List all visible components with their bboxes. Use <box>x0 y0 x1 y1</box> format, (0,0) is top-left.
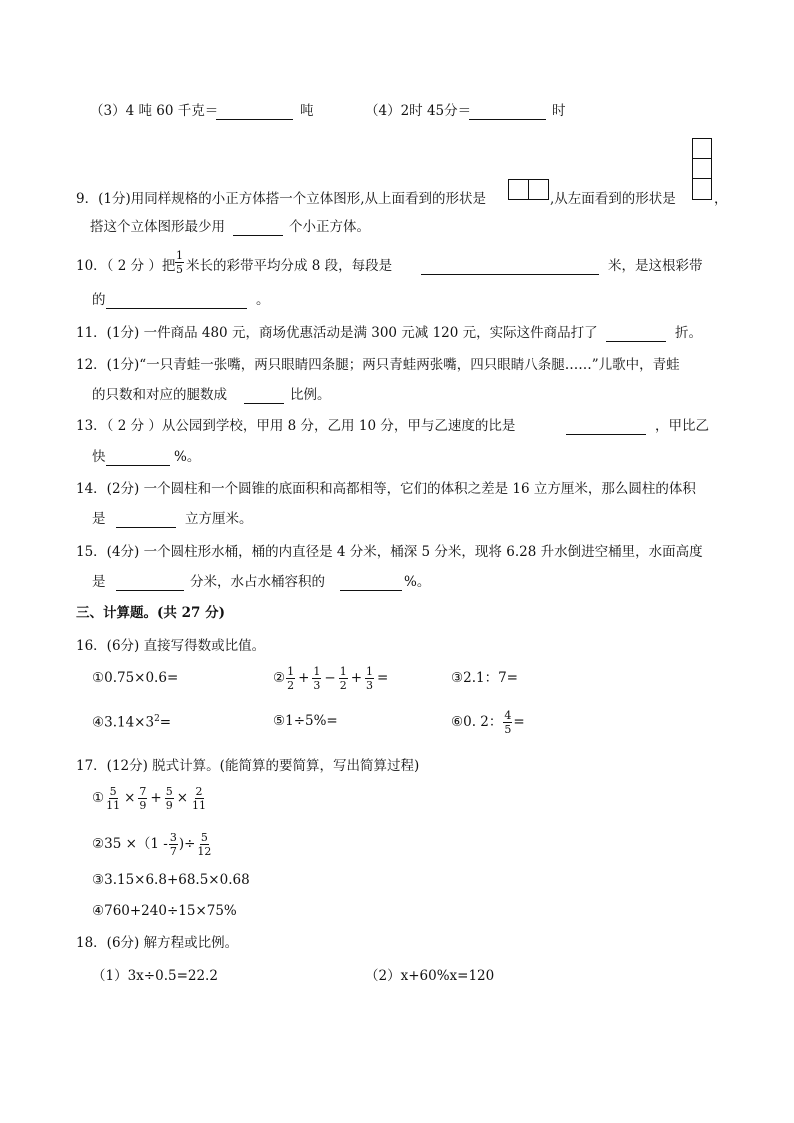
q16-item3: ③2.1：7= <box>451 670 518 686</box>
frac-num: 1 <box>366 665 374 678</box>
frac-num: 7 <box>139 785 147 798</box>
q10-blank-1[interactable] <box>421 274 599 275</box>
q18-item2: （2）x+60%x=120 <box>365 968 495 984</box>
q18-title: 18．(6分) 解方程或比例。 <box>76 935 239 951</box>
top-view-square-2 <box>528 179 549 200</box>
q17-item3: ③3.15×6.8+68.5×0.68 <box>92 872 250 888</box>
q12-line2-prefix: 的只数和对应的腿数成 <box>92 387 227 403</box>
frac-den: 7 <box>169 845 177 858</box>
left-view-square-1 <box>692 138 712 159</box>
q16-item4 <box>92 715 171 730</box>
q10-mid: 米长的彩带平均分成 8 段，每段是 <box>186 258 393 274</box>
frac-num: 5 <box>200 831 208 844</box>
q12-line2-suffix: 比例。 <box>290 387 331 403</box>
operator: × <box>124 789 136 806</box>
q14-blank[interactable] <box>116 527 176 528</box>
q16-item2 <box>273 666 390 691</box>
q17-item4: ④760+240÷15×75% <box>92 903 237 919</box>
q15-blank-2[interactable] <box>340 590 402 591</box>
q18-item1: （1）3x÷0.5=22.2 <box>92 968 218 984</box>
q10-frac-den: 5 <box>176 263 183 276</box>
q10-blank-2[interactable] <box>106 308 247 309</box>
q16-item4-prefix: ④3.14×3 <box>92 714 155 731</box>
frac-den: 11 <box>106 799 121 812</box>
frac-den: 2 <box>339 679 347 692</box>
frac-den: 3 <box>366 679 374 692</box>
q8-item3-blank[interactable] <box>216 119 293 120</box>
operator: + <box>298 669 310 686</box>
q16-item5: ⑤1÷5%= <box>273 713 338 729</box>
left-view-square-2 <box>692 158 712 179</box>
operator: + <box>350 669 363 686</box>
q17-item2-prefix: ②35 ×（1 - <box>92 835 168 852</box>
q10-frac-num: 1 <box>176 249 183 262</box>
q10-prefix: 10．（ 2 分 ）把 <box>76 258 176 274</box>
q12-line1: 12．(1分)“一只青蛙一张嘴，两只眼睛四条腿；两只青蛙两张嘴，四只眼睛八条腿……”儿歌中，青蛙 <box>76 357 680 373</box>
frac-num: 1 <box>339 665 347 678</box>
q9-line2-prefix: 搭这个立体图形最少用 <box>90 219 225 235</box>
q9-blank[interactable] <box>233 235 283 236</box>
q8-item3 <box>90 105 218 119</box>
q8-item4-prefix: （4）2时 45分＝ <box>365 103 472 119</box>
q15-line2-prefix: 是 <box>92 574 106 590</box>
q10-fraction <box>174 250 185 275</box>
frac-num: 5 <box>165 785 173 798</box>
frac-num: 1 <box>287 665 295 678</box>
q14-line1: 14．(2分) 一个圆柱和一个圆锥的底面积和高都相等，它们的体积之差是 16 立方厘米，那么圆柱的体积 <box>76 481 696 497</box>
frac-num: 3 <box>169 831 177 844</box>
q13-line2-prefix: 快 <box>92 449 106 465</box>
q16-item2-label: ② <box>273 669 286 686</box>
operator: = <box>377 669 389 686</box>
q16-item4-suffix: = <box>159 714 172 731</box>
q13-blank-1[interactable] <box>566 434 646 435</box>
frac-den: 9 <box>139 799 147 812</box>
q9-line2-suffix: 个小正方体。 <box>289 219 370 235</box>
q11-blank[interactable] <box>606 341 666 342</box>
operator: × <box>176 789 189 806</box>
q16-item4-exponent: 2 <box>154 714 160 724</box>
q8-item4-blank[interactable] <box>469 119 546 120</box>
operator: − <box>324 669 336 686</box>
q9-text-2: ,从左面看到的形状是 <box>550 191 676 207</box>
q17-item1-label: ① <box>92 789 105 806</box>
q15-blank-1[interactable] <box>116 590 184 591</box>
operator: + <box>150 789 162 806</box>
frac-den: 2 <box>287 679 295 692</box>
left-view-square-3 <box>692 178 712 200</box>
frac-den: 9 <box>165 799 173 812</box>
frac-num: 4 <box>504 709 512 722</box>
frac-den: 11 <box>192 799 207 812</box>
q12-blank[interactable] <box>244 403 284 404</box>
frac-den: 12 <box>197 845 212 858</box>
frac-den: 5 <box>504 723 512 736</box>
q16-item1: ①0.75×0.6= <box>92 670 179 686</box>
q13-line1-suffix: ，甲比乙 <box>655 418 709 434</box>
q9-text-1: 9．(1分)用同样规格的小正方体搭一个立体图形,从上面看到的形状是 <box>76 191 487 207</box>
q15-line2-mid: 分米，水占水桶容积的 <box>190 574 325 590</box>
q17-item1 <box>92 786 208 811</box>
q10-line2-prefix: 的 <box>92 292 106 308</box>
q16-item6-suffix: = <box>513 713 525 730</box>
frac-num: 5 <box>109 785 117 798</box>
q14-line2-suffix: 立方厘米。 <box>185 511 253 527</box>
frac-num: 1 <box>313 665 321 678</box>
q10-line2-suffix: 。 <box>256 292 270 308</box>
q17-title: 17．(12分) 脱式计算。(能简算的要简算，写出简算过程) <box>76 758 420 774</box>
q11-suffix: 折。 <box>675 325 702 341</box>
q14-line2-prefix: 是 <box>92 511 106 527</box>
q9-text-3: ， <box>714 191 728 207</box>
q16-item6-prefix: ⑥0. 2： <box>451 713 503 730</box>
q8-item4-suffix: 时 <box>552 103 566 119</box>
q10-suffix: 米，是这根彩带 <box>608 258 703 274</box>
top-view-square-1 <box>508 179 529 200</box>
q8-item3-suffix: 吨 <box>300 103 314 119</box>
q17-item2-mid: )÷ <box>178 835 196 852</box>
q13-blank-2[interactable] <box>106 465 170 466</box>
q16-title: 16．(6分) 直接写得数或比值。 <box>76 638 266 654</box>
frac-num: 2 <box>195 785 203 798</box>
q16-item6 <box>451 710 525 735</box>
section3-title: 三、计算题。(共 27 分) <box>76 605 225 621</box>
q8-item3-prefix: （3）4 吨 60 千克＝ <box>90 103 219 119</box>
frac-den: 3 <box>313 679 321 692</box>
q15-line1: 15．(4分) 一个圆柱形水桶，桶的内直径是 4 分米，桶深 5 分米，现将 6.28 升水倒进空桶里，水面高度 <box>76 544 703 560</box>
q15-line2-suffix: %。 <box>404 574 431 590</box>
q17-item2 <box>92 832 213 857</box>
q13-line1-prefix: 13．（ 2 分 ）从公园到学校，甲用 8 分，乙用 10 分，甲与乙速度的比是 <box>76 418 516 434</box>
q11-text: 11．(1分) 一件商品 480 元，商场优惠活动是满 300 元减 120 元，实际这件商品打了 <box>76 325 598 341</box>
q13-line2-suffix: %。 <box>174 449 201 465</box>
